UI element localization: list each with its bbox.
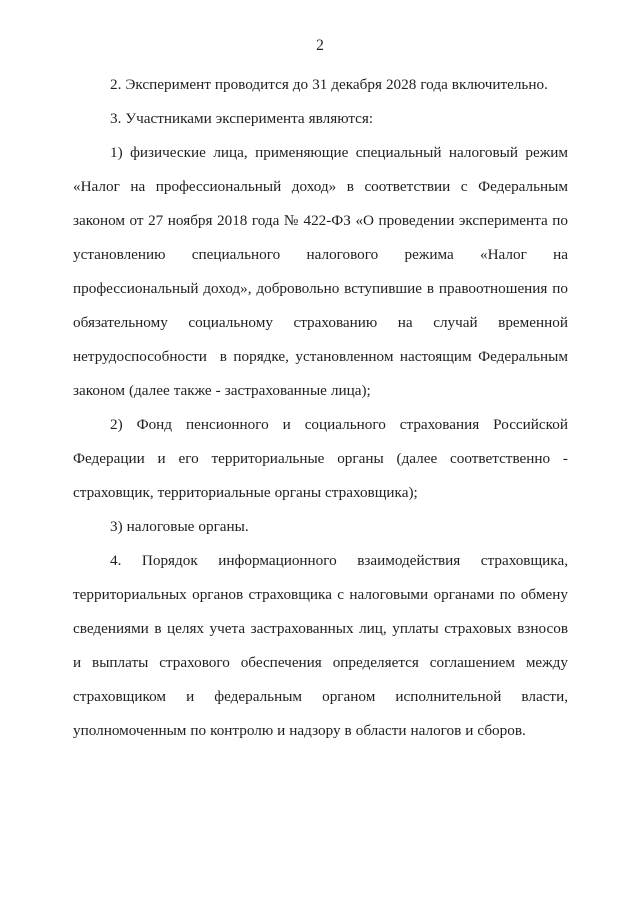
page-number: 2 xyxy=(316,37,324,54)
paragraph: 2. Эксперимент проводится до 31 декабря 2028 года включительно. xyxy=(110,76,548,93)
paragraph: 3) налоговые органы. xyxy=(110,518,249,535)
paragraph: 1) физические лица, применяющие специальный налоговый режим «Налог на профессиональный доход» в соответствии с Федеральным законом от 27 ноября 2018 года № 422-ФЗ «О проведении эксперимента по установлению специального налогового режима «Налог на профессиональный доход», добровольно вступившие в правоотношения по обязательному социальному страхованию на случай временной нетрудоспособности в порядке, установленном настоящим Федеральным законом (далее также - застрахованные лица); xyxy=(73,144,572,399)
paragraph: 4. Порядок информационного взаимодействия страховщика, территориальных органов страховщика с налоговыми органами по обмену сведениями в целях учета застрахованных лиц, уплаты страховых взносов и выплаты страхового обеспечения определяется соглашением между страховщиком и федеральным органом исполнительной власти, уполномоченным по контролю и надзору в области налогов и сборов. xyxy=(73,552,572,739)
paragraph: 3. Участниками эксперимента являются: xyxy=(110,110,374,127)
document-body xyxy=(73,68,572,748)
paragraph: 2) Фонд пенсионного и социального страхования Российской Федерации и его территориальные органы (далее соответственно - страховщик, территориальные органы страховщика); xyxy=(73,416,572,501)
